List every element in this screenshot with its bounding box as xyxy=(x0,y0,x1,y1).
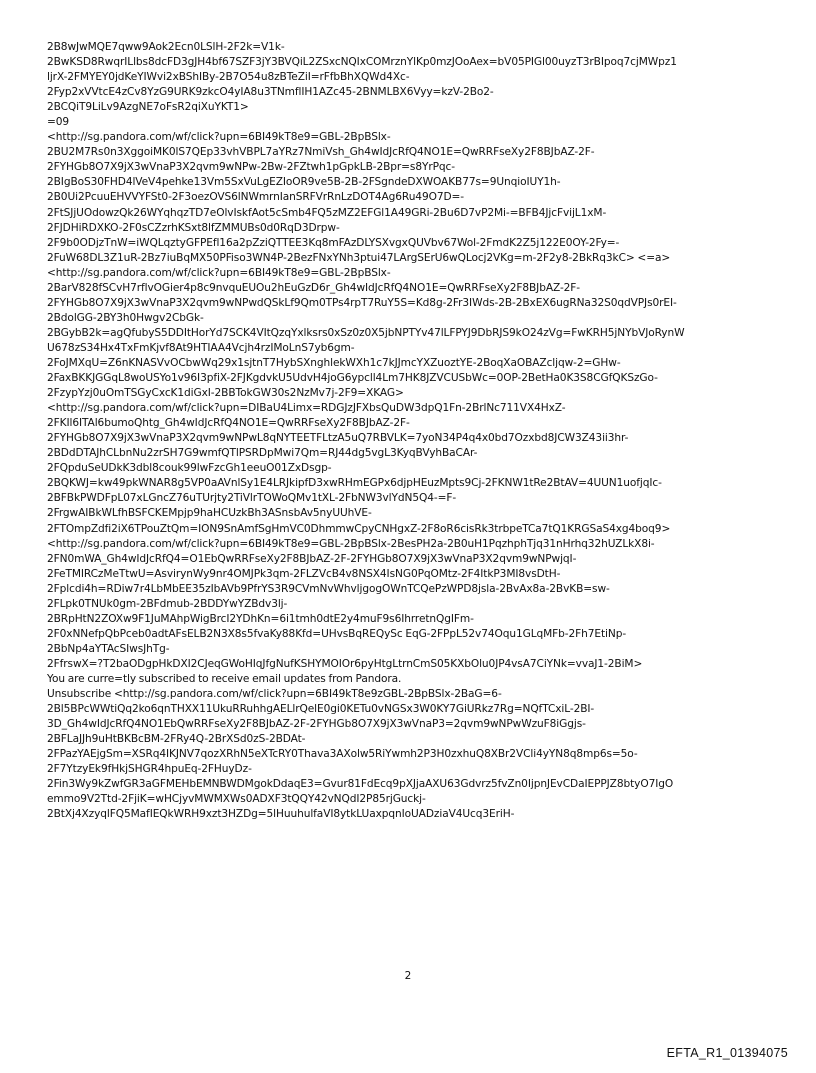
text-line: 3D_Gh4wIdJcRfQ4NO1EbQwRRFseXy2F8BJbAZ-2F-2FYHGb8O7X9jX3wVnaP3=2qvm9wNPwWzuF8iGgjs- xyxy=(47,718,586,731)
text-line: emmo9V2Ttd-2FjiK=wHCjyvMWMXWs0ADXF3tQQY42vNQdI2P85rjGuckj- xyxy=(47,793,426,806)
text-line: 2BRpHtN2ZOXw9F1JuMAhpWigBrcI2YDhKn=6i1tmh0dtE2y4muF9s6IhrretnQgIFm- xyxy=(47,612,474,625)
text-line: 2Bl5BPcWWtiQq2ko6qnTHXX11UkuRRuhhgAELlrQelE0gi0KETu0vNGSx3W0KY7GiURkz7Rg=NQfTCxiL-2BI- xyxy=(47,703,595,716)
text-line: 2FoJMXqU=Z6nKNASVvOCbwWq29x1sjtnT7HybSXnghlekWXh1c7kJJmcYXZuoztYE-2BoqXaOBAZcljqw-2=GHw- xyxy=(47,356,621,369)
text-line: 2FPazYAEjgSm=XSRq4IKJNV7qozXRhN5eXTcRY0Thava3AXolw5RiYwmh2P3H0zxhuQ8XBr2VCli4yYN8q8mp6s=5o- xyxy=(47,748,638,761)
text-line: 2FeTMIRCzMeTtwU=AsvirynWy9nr4OMJPk3qm-2FLZVcB4v8NSX4IsNG0PqOMtz-2F4ItkP3MI8vsDtH- xyxy=(47,567,561,580)
text-line: 2BFBkPWDFpL07xLGncZ76uTUrjty2TiVlrTOWoQMv1tXL-2FbNW3vlYdN5Q4-=F- xyxy=(47,492,457,505)
text-line: <http://sg.pandora.com/wf/click?upn=6BI49kT8e9=GBL-2BpBSlx- xyxy=(47,131,391,144)
text-line: 2FJDHiRDXKO-2F0sCZzrhKSxt8lfZMMUBs0d0RqD3Drpw- xyxy=(47,221,340,234)
text-line: 2BFLaJJh9uHtBKBcBM-2FRy4Q-2BrXSd0zS-2BDAt- xyxy=(47,733,306,746)
text-line: <http://sg.pandora.com/wf/click?upn=6BI49kT8e9=GBL-2BpBSlx- xyxy=(47,266,391,279)
document-id: EFTA_R1_01394075 xyxy=(666,1046,788,1060)
page-number: 2 xyxy=(404,970,412,982)
text-line: 2BarV828fSCvH7rflvOGier4p8c9nvquEUOu2hEuGzD6r_Gh4wIdJcRfQ4NO1E=QwRRFseXy2F8BJbAZ-2F- xyxy=(47,281,581,294)
text-line: Unsubscribe <http://sg.pandora.com/wf/click?upn=6BI49kT8e9zGBL-2BpBSlx-2BaG=6- xyxy=(47,688,502,701)
text-line: <http://sg.pandora.com/wf/click?upn=6BI49kT8e9=GBL-2BpBSlx-2BesPH2a-2B0uH1PqzhphTjq31nHrhq32hUZLkX8i- xyxy=(47,537,655,550)
text-line: 2BDdDTAJhCLbnNu2zrSH7G9wmfQTlPSRDpMwi7Qm=RJ44dg5vgL3KyqBVyhBaCAr- xyxy=(47,447,478,460)
text-line: 2FYHGb8O7X9jX3wVnaP3X2qvm9wNPwL8qNYTEETFLtzA5uQ7RBVLK=7yoN34P4q4x0bd7Ozxbd8JCW3Z43ii3hr- xyxy=(47,432,629,445)
text-line: 2FfrswX=?T2baODgpHkDXI2CJeqGWoHIqJfgNufKSHYMOIOr6pyHtgLtrnCmS05KXbOlu0JP4vsA7CiYNk=vvaJ1-2BiM> xyxy=(47,657,643,670)
text-line: ljrX-2FMYEY0jdKeYIWvi2xBShIBy-2B7O54u8zBTeZiI=rFfbBhXQWd4Xc- xyxy=(47,71,410,84)
text-line: 2F9b0ODjzTnW=iWQLqztyGFPEfl16a2pZziQTTEE3Kq8mFAzDLYSXvgxQUVbv67Wol-2FmdK2Z5j122E0OY-2Fy=- xyxy=(47,236,620,249)
text-line: 2BQKWJ=kw49pkWNAR8g5VP0aAVnlSy1E4LRJkipfD3xwRHmEGPx6djpHEuzMpts9Cj-2FKNW1tRe2BtAV=4UUN1uofjqIc- xyxy=(47,477,662,490)
text-line: 2BbNp4aYTAcSIwsJhTg- xyxy=(47,642,170,655)
text-line: 2FN0mWA_Gh4wIdJcRfQ4=O1EbQwRRFseXy2F8BJbAZ-2F-2FYHGb8O7X9jX3wVnaP3X2qvm9wNPwjqI- xyxy=(47,552,577,565)
text-line: 2FrgwAIBkWLfhBSFCKEMpjp9haHCUzkBh3ASnsbAv5nyUUhVE- xyxy=(47,507,372,520)
text-line: 2Fyp2xVVtcE4zCv8YzG9URK9zkcO4yIA8u3TNmflIH1AZc45-2BNMLBX6Vyy=kzV-2Bo2- xyxy=(47,86,494,99)
text-line: 2FuW68DL3Z1uR-2Bz7iuBqMX50PFiso3WN4P-2BezFNxYNh3ptui47LArgSErU6wQLocj2VKg=m-2F2y8-2BkRq3kC> <=a> xyxy=(47,251,671,264)
text-line: 2Fplcdi4h=RDiw7r4LbMbEE35zIbAVb9PfrYS3R9CVmNvWhvljgogOWnTCQePzWPD8jsla-2BvAx8a-2BvKB=sw- xyxy=(47,582,610,595)
text-line: 2BtXj4XzyqlFQ5MafIEQkWRH9xzt3HZDg=5lHuuhulfaVI8ytkLUaxpqnIoUADziaV4Ucq3EriH- xyxy=(47,808,515,821)
text-line: <http://sg.pandora.com/wf/click?upn=DIBaU4Limx=RDGJzJFXbsQuDW3dpQ1Fn-2BrlNc711VX4HxZ- xyxy=(47,402,566,415)
text-line: 2FtSJjUOdowzQk26WYqhqzTD7eOlvIskfAot5cSmb4FQ5zMZ2EFGl1A49GRi-2Bu6D7vP2Mi-=BFB4JjcFvijL1xM- xyxy=(47,206,607,219)
text-line: 2BIgBoS30FHD4lVeV4pehke13Vm5SxVuLgEZIoOR9ve5B-2B-2FSgndeDXWOAKB77s=9UnqioIUY1h- xyxy=(47,176,561,189)
text-line: 2FYHGb8O7X9jX3wVnaP3X2qvm9wNPw-2Bw-2FZtwh1pGpkLB-2Bpr=s8YrPqc- xyxy=(47,161,455,174)
text-line: 2BCQiT9LiLv9AzgNE7oFsR2qiXuYKT1> xyxy=(47,101,249,114)
text-line: 2FzypYzj0uOmTSGyCxcK1diGxI-2BBTokGW30s2NzMv7j-2F9=XKAG> xyxy=(47,387,404,400)
text-line: 2B8wJwMQE7qww9Aok2Ecn0LSlH-2F2k=V1k- xyxy=(47,41,285,53)
text-line: 2BdolGG-2BY3h0Hwgv2CbGk- xyxy=(47,311,204,324)
text-line: 2FYHGb8O7X9jX3wVnaP3X2qvm9wNPwdQSkLf9Qm0TPs4rpT7RuY5S=Kd8g-2Fr3IWds-2B-2BxEX6ugRNa32S0qdVPJs0rEI- xyxy=(47,296,677,309)
text-line: 2FQpduSeUDkK3dbl8couk99lwFzcGh1eeuO01ZxDsgp- xyxy=(47,462,332,475)
text-line: 2Fin3Wy9kZwfGR3aGFMEHbEMNBWDMgokDdaqE3=Gvur81FdEcq9pXJjaAXU63Gdvrz5fvZn0IjpnJEvCDaIEPPJZ8btyO7IgO xyxy=(47,778,674,791)
text-line: 2BU2M7Rs0n3XggoiMK0lS7QEp33vhVBPL7aYRz7NmiVsh_Gh4wIdJcRfQ4NO1E=QwRRFseXy2F8BJbAZ-2F- xyxy=(47,146,595,159)
text-line: 2B0Ui2PcuuEHVVYFSt0-2F3oezOVS6lNWmrnIanSRFVrRnLzDOT4Ag6Ru49O7D=- xyxy=(47,191,465,204)
text-line: =09 xyxy=(47,116,70,129)
text-line: 2BGybB2k=agQfubyS5DDItHorYd7SCK4VItQzqYxlksrs0xSz0z0X5jbNPTYv47lLFPYJ9DbRJS9kO24zVg=FwKRH5jNYbVJoRynW xyxy=(47,326,685,339)
text-line: 2FKIl6ITAl6bumoQhtg_Gh4wIdJcRfQ4NO1E=QwRRFseXy2F8BJbAZ-2F- xyxy=(47,417,410,430)
text-line: 2F7YtzyEk9fHkjSHGR4hpuEq-2FHuyDz- xyxy=(47,763,252,776)
text-line: You are curre=tly subscribed to receive email updates from Pandora. xyxy=(47,672,402,685)
text-line: 2F0xNNefpQbPceb0adtAFsELB2N3X8s5fvaKy88Kfd=UHvsBqREQySc EqG-2FPpL52v74Oqu1GLqMFb-2Fh7EtiNp- xyxy=(47,627,627,640)
text-line: U678zS34Hx4TxFmKjvf8At9HTIAA4Vcjh4rzIMoLnS7yb6gm- xyxy=(47,341,355,354)
text-line: 2BwKSD8RwqrILlbs8dcFD3gJH4bf67SZF3jY3BVQiL2ZSxcNQIxCOMrznYlKp0mzJOoAex=bV05PIGl00uyzT3rBIpoq7cjMWpz1 xyxy=(47,56,677,69)
text-line: 2FaxBKKJGGqL8woUSYo1v96I3pfiX-2FJKgdvkU5UdvH4joG6ypcll4Lm7HK8JZVCUSbWc=0OP-2BetHa0K3S8CGfQKSzGo- xyxy=(47,372,658,385)
email-body-text xyxy=(47,40,779,822)
text-line: 2FTOmpZdfi2iX6TPouZtQm=ION9SnAmfSgHmVC0DhmmwCpyCNHgxZ-2F8oR6cisRk3trbpeTCa7tQ1KRGSaS4xg4boq9> xyxy=(47,522,671,535)
text-line: 2FLpk0TNUk0gm-2BFdmub-2BDDYwYZBdv3lj- xyxy=(47,597,288,610)
